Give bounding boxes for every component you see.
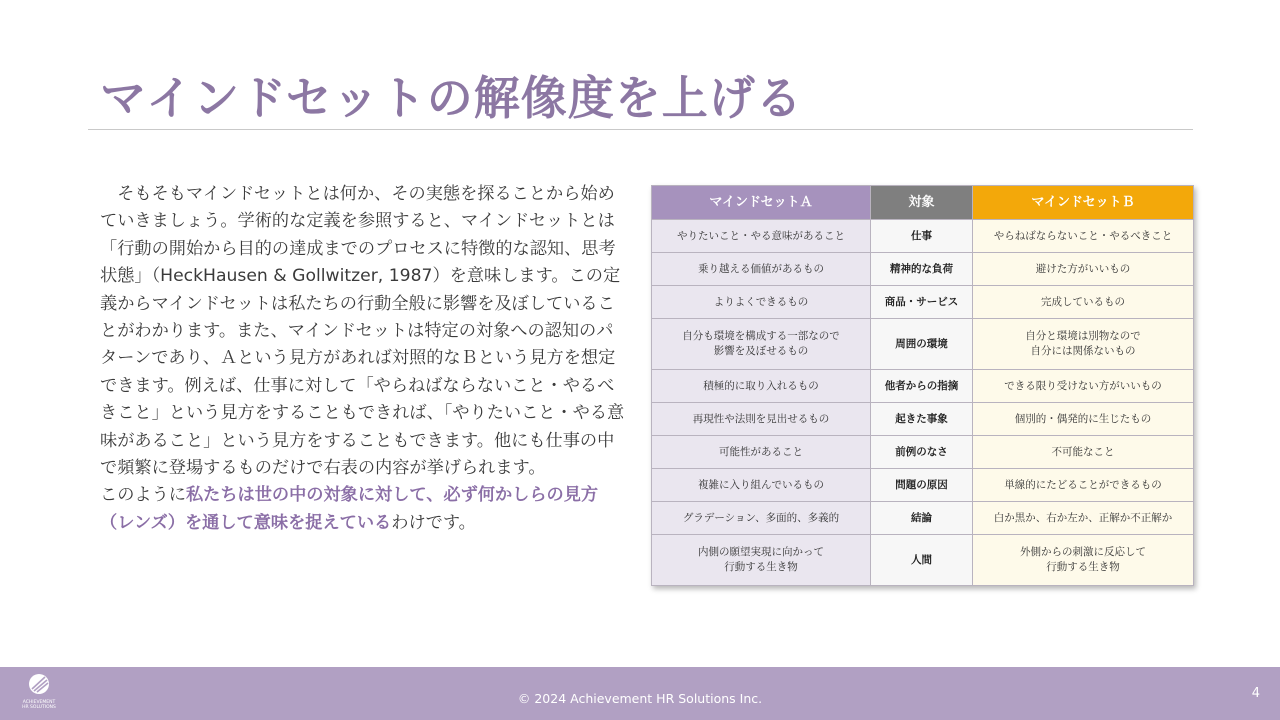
mindset-a-cell: 乗り越える価値があるもの xyxy=(652,253,871,286)
mindset-b-cell: 完成しているもの xyxy=(973,286,1194,319)
mindset-b-cell: できる限り受けない方がいいもの xyxy=(973,370,1194,403)
target-cell: 他者からの指摘 xyxy=(871,370,973,403)
mindset-a-cell: 複雑に入り組んでいるもの xyxy=(652,469,871,502)
title-divider xyxy=(88,129,1193,130)
mindset-a-cell: グラデーション、多面的、多義的 xyxy=(652,502,871,535)
table-row xyxy=(652,535,1194,586)
mindset-a-cell: よりよくできるもの xyxy=(652,286,871,319)
mindset-b-cell: やらねばならないこと・やるべきこと xyxy=(973,220,1194,253)
table-row xyxy=(652,403,1194,436)
target-cell: 周囲の環境 xyxy=(871,319,973,370)
header-mindset-b: マインドセットＢ xyxy=(973,186,1194,220)
table-row xyxy=(652,286,1194,319)
page-number: 4 xyxy=(1251,686,1260,701)
copyright-text: © 2024 Achievement HR Solutions Inc. xyxy=(517,691,763,706)
body-highlight: 私たちは世の中の対象に対して、必ず何かしらの見方（レンズ）を通して意味を捉えている xyxy=(100,485,599,533)
mindset-a-cell: 内側の願望実現に向かって 行動する生き物 xyxy=(652,535,871,586)
table-row xyxy=(652,253,1194,286)
table-row xyxy=(652,436,1194,469)
mindset-a-cell: 再現性や法則を見出せるもの xyxy=(652,403,871,436)
mindset-b-cell: 不可能なこと xyxy=(973,436,1194,469)
table-row xyxy=(652,319,1194,370)
target-cell: 商品・サービス xyxy=(871,286,973,319)
table-row xyxy=(652,220,1194,253)
mindset-a-cell: やりたいこと・やる意味があること xyxy=(652,220,871,253)
target-cell: 結論 xyxy=(871,502,973,535)
body-paragraph-2-tail: わけです。 xyxy=(391,512,476,533)
mindset-b-cell: 自分と環境は別物なので 自分には関係ないもの xyxy=(973,319,1194,370)
mindset-b-cell: 外側からの刺激に反応して 行動する生き物 xyxy=(973,535,1194,586)
body-paragraph-2-lead: このように xyxy=(100,485,186,506)
target-cell: 人間 xyxy=(871,535,973,586)
header-target: 対象 xyxy=(871,186,973,220)
table-header-row xyxy=(652,186,1194,220)
target-cell: 起きた事象 xyxy=(871,403,973,436)
target-cell: 前例のなさ xyxy=(871,436,973,469)
body-text xyxy=(100,181,628,537)
table-row xyxy=(652,370,1194,403)
mindset-a-cell: 自分も環境を構成する一部なので 影響を及ぼせるもの xyxy=(652,319,871,370)
mindset-a-cell: 積極的に取り入れるもの xyxy=(652,370,871,403)
target-cell: 問題の原因 xyxy=(871,469,973,502)
page-title: マインドセットの解像度を上げる xyxy=(100,71,803,125)
target-cell: 仕事 xyxy=(871,220,973,253)
logo-text: ACHIEVEMENT HR SOLUTIONS xyxy=(22,700,56,710)
mindset-a-cell: 可能性があること xyxy=(652,436,871,469)
mindset-table xyxy=(651,185,1194,586)
body-paragraph-2 xyxy=(100,482,628,537)
mindset-b-cell: 白か黒か、右か左か、正解か不正解か xyxy=(973,502,1194,535)
mindset-b-cell: 避けた方がいいもの xyxy=(973,253,1194,286)
table-row xyxy=(652,469,1194,502)
target-cell: 精神的な負荷 xyxy=(871,253,973,286)
header-mindset-a: マインドセットＡ xyxy=(652,186,871,220)
mindset-b-cell: 個別的・偶発的に生じたもの xyxy=(973,403,1194,436)
table-row xyxy=(652,502,1194,535)
body-paragraph-1: そもそもマインドセットとは何か、その実態を探ることから始めていきましょう。学術的な定義を参照すると、マインドセットとは「行動の開始から目的の達成までのプロセスに特徴的な認知、思考状態」（HeckHausen & Gollwitzer, 1987）を意味します。この定義からマインドセットは私たちの行動全般に影響を及ぼしていることがわかります。また、マインドセットは特定の対象への認知のパターンであり、Ａという見方があれば対照的なＢという見方を想定できます。例えば、仕事に対して「やらねばならないこと・やるべきこと」という見方をすることもできれば、「やりたいこと・やる意味があること」という見方をすることもできます。他にも仕事の中で頻繁に登場するものだけで右表の内容が挙げられます。 xyxy=(100,184,625,479)
mindset-b-cell: 単線的にたどることができるもの xyxy=(973,469,1194,502)
